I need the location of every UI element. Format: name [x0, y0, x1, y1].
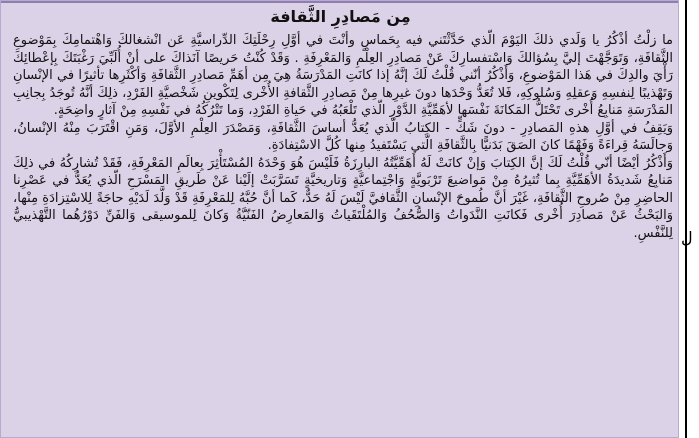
paragraph-2: وَيَقِفُ في أوَّلِ هذهِ المَصادِرِ - دونَ شَكٍّ - الكِتابُ الّذي يُعَدُّ أساسَ الثَّقافَةِ، وَمَصْدَرَ العِلْمِ الأوَّلَ، وَمَنِ اقْتَرَبَ مِنْهُ الإنْسانُ، وَجالَسَهُ قِراءَةً وَفَهْمًا كانَ الصَقَ بَدَنيًّا بِالثَّقافَةِ الّتي يَسْتَفيدُ مِنها كُلَّ الاسْتِفادَةِ. — [13, 120, 673, 153]
top-border-line — [1, 1, 679, 3]
paragraph-3: وَأَذْكُرُ أيْضًا أنّي قُلْتُ لَكَ إنَّ الكِتابَ وَإنْ كانَتْ لَهُ أَهَمِّيَّتُهُ البارِزَةُ فَلَيْسَ هُوَ وَحْدَهُ المُسْتَأْثِرَ بِعالَمِ المَعْرِفَةِ، فَقَدْ تُشارِكُهُ في ذلِكَ مَنابِعُ شَديدَةُ الأهَمِّيَّةِ بِما تُثيرُهُ مِنْ مَواضيعَ تَرْبَويَّةٍ وَاجْتِماعيَّةٍ وَتاريخيَّةٍ تَسَرَّبَتْ إلَيْنا عَنْ طَريقِ المَسْرَحِ الّذي يُعَدُّ في عَصْرِنا الحاضِرِ مِنْ صُروحِ الثَّقافَةِ، غَيْرَ أنَّ طُموحَ الإنْسانِ الثَّقافيَّ لَيْسَ لَهُ حَدٌّ، كَما أنَّ حُبَّهُ لِلمَعْرِفَةِ قَدْ وَلَّدَ لَدَيْهِ حاجَةً لِلاسْتِزادَةِ مِنْها، وَالبَحْثُ عَنْ مَصادِرَ أُخْرى فَكانَتِ النَّدَواتُ وَالصُّحُفُ وَالمُلْتَقَياتُ وَالمَعارِضُ الفَنّيَّةُ وَكانَ لِلموسيقى وَالفَنِّ دَوْرُهُما التَّهْذيبيُّ لِلنَّفْسِ. — [13, 155, 673, 241]
margin-rule — [685, 0, 687, 438]
right-margin — [679, 0, 699, 438]
text-body — [13, 32, 673, 242]
paragraph-1: ما زلْتُ أذْكُرُ يا وَلَدي ذلكَ اليَوْمَ الّذي حَدَّثْتَني فيه بِحَماسٍ وأنْتَ في أوَّلِ رِحْلَتِكَ الدِّراسيَّةِ عَن انْشغالكَ وَاهْتمامِكَ بِمَوْضوعِ الثَّقافَةِ، وَتَوَجَّهْتَ إليَّ بِسُؤالكَ وَاسْتفسارِكَ عَنْ مَصادِرِ العِلْمِ وَالمَعْرِفَةِ . وَقَدْ كُنْتُ حَريصًا آنَذاكَ على أنْ أُلَبِّيَ رَغْبَتَكَ بِإعْطائِكَ رَأْيَ والدِكَ في هَذا المَوْضوعِ، وَأَذْكُرُ أنّني قُلْتُ لَكَ إنَّهُ إذا كانَتِ المَدْرَسَةُ هِيَ مِن أهَمِّ مَصادِرِ الثَّقافَةِ وَأكْثَرِها تأثيرًا في الإنْسانِ وَتَهْذيبًا لِنفسِهِ وَعقلِهِ وَسُلوكِهِ، فَلا تُعَدُّ وَحْدَها دونَ غيرِها مِنْ مَصادِرِ الثَّقافةِ الأُخْرى لِتَكْوينِ شَخْصيَّةِ الفَرْدِ، ذلِكَ أنَّهُ تُوجَدُ بِجانِبِ المَدْرَسَةِ مَنابِعُ أُخْرى تَحْتَلُّ المَكانَةَ نَفْسَها لأهَمِّيَّةِ الدَّوْرِ الّذي تَلْعَبُهُ في حَياةِ الفَرْدِ، وَما تَتْرُكُهُ في نَفْسِهِ مِنْ آثارٍ واضِحَةٍ. — [13, 33, 673, 118]
side-marker: ل — [681, 228, 693, 247]
text-title: مِن مَصادِرِ الثَّقافة — [270, 7, 411, 26]
